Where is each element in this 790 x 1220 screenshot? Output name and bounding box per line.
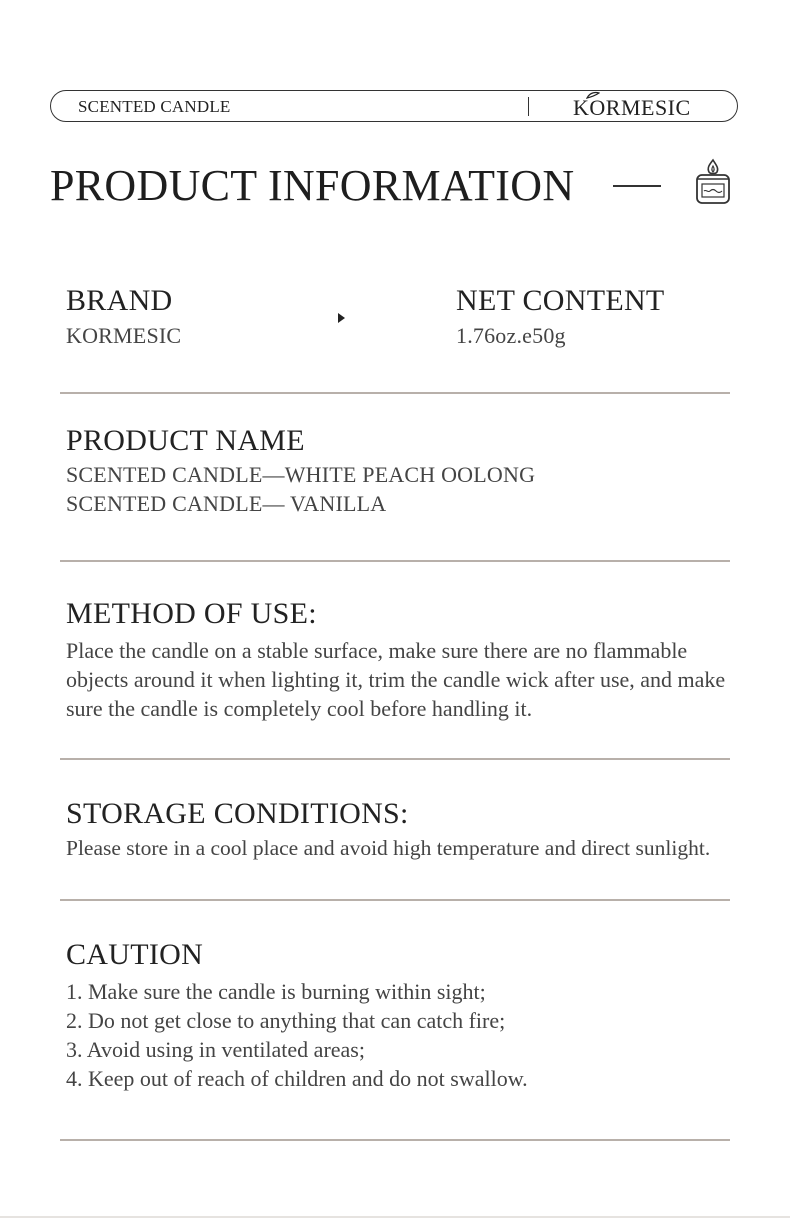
storage-text: Please store in a cool place and avoid high temperature and direct sunlight.: [66, 836, 711, 860]
list-item: 4. Keep out of reach of children and do not swallow.: [66, 1066, 528, 1091]
storage-label: STORAGE CONDITIONS:: [66, 797, 409, 830]
product-name-label: PRODUCT NAME: [66, 424, 305, 457]
page-bottom-edge: [0, 1216, 790, 1218]
header-brand-logo: [573, 95, 691, 121]
header-bar: [50, 90, 738, 122]
caution-label: CAUTION: [66, 938, 204, 971]
leaf-icon: [586, 91, 600, 99]
method-of-use-text: Place the candle on a stable surface, make sure there are no flammable objects around it when lighting it, trim the candle wick after use, and make sure the candle is completely cool before handling it.: [66, 638, 726, 721]
caution-list: [66, 977, 736, 1093]
brand-value: KORMESIC: [66, 323, 182, 348]
divider-2: [60, 560, 730, 562]
brand-label: BRAND: [66, 284, 173, 317]
divider-4: [60, 899, 730, 901]
list-item: 2. Do not get close to anything that can catch fire;: [66, 1008, 506, 1033]
net-content-value: 1.76oz.e50g: [456, 323, 566, 348]
product-name-line-1: SCENTED CANDLE—WHITE PEACH OOLONG: [66, 462, 536, 487]
net-content-label: NET CONTENT: [456, 284, 665, 317]
list-item: 1. Make sure the candle is burning within sight;: [66, 979, 486, 1004]
header-product-type: SCENTED CANDLE: [78, 97, 231, 116]
divider-3: [60, 758, 730, 760]
header-divider: [528, 97, 529, 116]
method-of-use-label: METHOD OF USE:: [66, 597, 317, 630]
divider-1: [60, 392, 730, 394]
title-dash: [613, 185, 661, 187]
page-title: PRODUCT INFORMATION: [50, 161, 575, 210]
list-item: 3. Avoid using in ventilated areas;: [66, 1037, 365, 1062]
brand-name: KORMESIC: [573, 95, 691, 120]
divider-5: [60, 1139, 730, 1141]
candle-icon: [692, 156, 734, 206]
play-arrow-icon: [338, 313, 345, 323]
product-name-line-2: SCENTED CANDLE— VANILLA: [66, 491, 387, 516]
